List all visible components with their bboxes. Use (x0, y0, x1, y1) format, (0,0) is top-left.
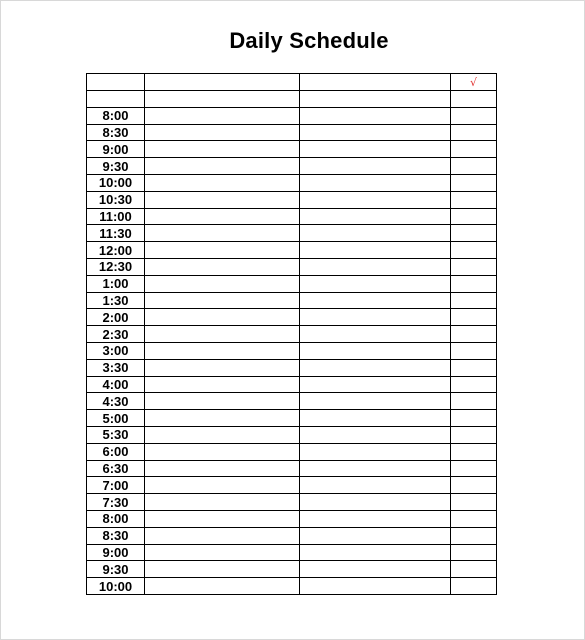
check-cell[interactable] (451, 292, 497, 309)
time-label-cell: 1:00 (87, 275, 145, 292)
check-cell[interactable] (451, 242, 497, 259)
entry-cell-a[interactable] (145, 477, 300, 494)
time-slot-row (87, 443, 497, 460)
check-cell[interactable] (451, 141, 497, 158)
entry-cell-a[interactable] (145, 326, 300, 343)
entry-cell-b[interactable] (300, 292, 451, 309)
check-cell[interactable] (451, 174, 497, 191)
time-label-cell: 1:30 (87, 292, 145, 309)
time-label-cell: 7:00 (87, 477, 145, 494)
time-slot-row (87, 124, 497, 141)
time-slot-row (87, 174, 497, 191)
time-label-cell: 10:00 (87, 174, 145, 191)
entry-cell-b[interactable] (300, 393, 451, 410)
entry-cell-b[interactable] (300, 208, 451, 225)
entry-cell-b[interactable] (300, 544, 451, 561)
time-label-cell: 11:00 (87, 208, 145, 225)
entry-cell-b[interactable] (300, 578, 451, 595)
time-label-cell: 9:30 (87, 561, 145, 578)
entry-cell-b[interactable] (300, 561, 451, 578)
entry-cell-a[interactable] (145, 544, 300, 561)
check-cell[interactable] (451, 225, 497, 242)
check-cell[interactable] (451, 258, 497, 275)
check-cell[interactable] (451, 376, 497, 393)
spacer-cell (87, 91, 145, 108)
check-cell[interactable] (451, 494, 497, 511)
check-cell[interactable] (451, 561, 497, 578)
spacer-cell (145, 91, 300, 108)
time-slot-row (87, 460, 497, 477)
entry-cell-a[interactable] (145, 275, 300, 292)
entry-cell-a[interactable] (145, 460, 300, 477)
entry-cell-a[interactable] (145, 292, 300, 309)
entry-cell-b[interactable] (300, 410, 451, 427)
entry-cell-b[interactable] (300, 124, 451, 141)
check-cell[interactable] (451, 107, 497, 124)
check-cell[interactable] (451, 208, 497, 225)
time-label-cell: 9:30 (87, 158, 145, 175)
entry-cell-a[interactable] (145, 359, 300, 376)
time-slot-row (87, 326, 497, 343)
entry-cell-b[interactable] (300, 225, 451, 242)
check-cell[interactable] (451, 544, 497, 561)
entry-cell-b[interactable] (300, 376, 451, 393)
time-slot-row (87, 258, 497, 275)
entry-cell-b[interactable] (300, 342, 451, 359)
entry-cell-a[interactable] (145, 208, 300, 225)
check-cell[interactable] (451, 326, 497, 343)
time-label-cell: 6:30 (87, 460, 145, 477)
entry-cell-b[interactable] (300, 275, 451, 292)
spacer-cell (451, 91, 497, 108)
entry-cell-b[interactable] (300, 174, 451, 191)
check-heading-cell (451, 74, 497, 91)
entry-cell-a[interactable] (145, 107, 300, 124)
time-slot-row (87, 561, 497, 578)
entry-cell-a[interactable] (145, 309, 300, 326)
entry-cell-a[interactable] (145, 158, 300, 175)
time-label-cell: 2:00 (87, 309, 145, 326)
time-label-cell: 5:00 (87, 410, 145, 427)
time-label-cell: 12:30 (87, 258, 145, 275)
entry-cell-b[interactable] (300, 309, 451, 326)
entry-cell-b[interactable] (300, 359, 451, 376)
entry-cell-b[interactable] (300, 426, 451, 443)
time-label-cell: 3:00 (87, 342, 145, 359)
check-mark-icon: √ (469, 76, 477, 89)
check-cell[interactable] (451, 578, 497, 595)
check-cell[interactable] (451, 527, 497, 544)
entry-cell-b[interactable] (300, 510, 451, 527)
time-label-cell: 8:30 (87, 527, 145, 544)
time-slot-row (87, 510, 497, 527)
time-label-cell: 9:00 (87, 141, 145, 158)
time-label-cell: 4:00 (87, 376, 145, 393)
entry-cell-a[interactable] (145, 443, 300, 460)
check-cell[interactable] (451, 393, 497, 410)
time-slot-row (87, 578, 497, 595)
entry-cell-b[interactable] (300, 242, 451, 259)
time-slot-row (87, 376, 497, 393)
entry-cell-b[interactable] (300, 158, 451, 175)
entry-cell-a[interactable] (145, 258, 300, 275)
time-slot-row (87, 292, 497, 309)
time-label-cell: 8:30 (87, 124, 145, 141)
time-slot-row (87, 107, 497, 124)
time-slot-row (87, 191, 497, 208)
time-label-cell: 10:00 (87, 578, 145, 595)
time-label-cell: 12:00 (87, 242, 145, 259)
entry-cell-a[interactable] (145, 225, 300, 242)
check-cell[interactable] (451, 342, 497, 359)
check-cell[interactable] (451, 275, 497, 292)
entry-cell-b[interactable] (300, 477, 451, 494)
time-label-cell: 11:30 (87, 225, 145, 242)
time-label-cell: 3:30 (87, 359, 145, 376)
entry-cell-a[interactable] (145, 578, 300, 595)
entry-cell-b[interactable] (300, 527, 451, 544)
entry-cell-a[interactable] (145, 242, 300, 259)
entry-cell-b[interactable] (300, 494, 451, 511)
time-slot-row (87, 477, 497, 494)
time-slot-row (87, 275, 497, 292)
page-title: Daily Schedule (229, 28, 389, 53)
schedule-table (86, 73, 497, 595)
entry-cell-a[interactable] (145, 426, 300, 443)
entry-cell-b[interactable] (300, 460, 451, 477)
check-cell[interactable] (451, 510, 497, 527)
time-label-cell: 8:00 (87, 107, 145, 124)
time-label-cell: 9:00 (87, 544, 145, 561)
time-slot-row (87, 544, 497, 561)
time-label-cell: 4:30 (87, 393, 145, 410)
column-a-heading-cell (145, 74, 300, 91)
check-cell[interactable] (451, 191, 497, 208)
entry-cell-b[interactable] (300, 107, 451, 124)
check-cell[interactable] (451, 158, 497, 175)
entry-cell-a[interactable] (145, 527, 300, 544)
spacer-row (87, 91, 497, 108)
entry-cell-a[interactable] (145, 510, 300, 527)
check-cell[interactable] (451, 410, 497, 427)
entry-cell-a[interactable] (145, 410, 300, 427)
check-cell[interactable] (451, 309, 497, 326)
time-slot-row (87, 225, 497, 242)
entry-cell-a[interactable] (145, 494, 300, 511)
entry-cell-b[interactable] (300, 191, 451, 208)
time-slot-row (87, 158, 497, 175)
check-cell[interactable] (451, 460, 497, 477)
time-label-cell: 6:00 (87, 443, 145, 460)
time-label-cell: 10:30 (87, 191, 145, 208)
time-slot-row (87, 494, 497, 511)
time-slot-row (87, 410, 497, 427)
time-slot-row (87, 527, 497, 544)
time-slot-row (87, 309, 497, 326)
check-cell[interactable] (451, 426, 497, 443)
time-slot-row (87, 342, 497, 359)
time-slot-row (87, 141, 497, 158)
entry-cell-a[interactable] (145, 174, 300, 191)
check-cell[interactable] (451, 443, 497, 460)
time-slot-row (87, 393, 497, 410)
time-slot-row (87, 208, 497, 225)
entry-cell-a[interactable] (145, 561, 300, 578)
time-label-cell: 5:30 (87, 426, 145, 443)
check-cell[interactable] (451, 124, 497, 141)
schedule-body (87, 74, 497, 595)
time-heading-cell (87, 74, 145, 91)
time-label-cell: 7:30 (87, 494, 145, 511)
column-b-heading-cell (300, 74, 451, 91)
entry-cell-b[interactable] (300, 443, 451, 460)
entry-cell-a[interactable] (145, 124, 300, 141)
entry-cell-b[interactable] (300, 141, 451, 158)
entry-cell-a[interactable] (145, 191, 300, 208)
entry-cell-b[interactable] (300, 326, 451, 343)
time-label-cell: 8:00 (87, 510, 145, 527)
entry-cell-a[interactable] (145, 376, 300, 393)
time-slot-row (87, 242, 497, 259)
entry-cell-a[interactable] (145, 393, 300, 410)
entry-cell-a[interactable] (145, 141, 300, 158)
time-slot-row (87, 426, 497, 443)
time-label-cell: 2:30 (87, 326, 145, 343)
check-cell[interactable] (451, 477, 497, 494)
entry-cell-b[interactable] (300, 258, 451, 275)
header-row (87, 74, 497, 91)
spacer-cell (300, 91, 451, 108)
time-slot-row (87, 359, 497, 376)
check-cell[interactable] (451, 359, 497, 376)
entry-cell-a[interactable] (145, 342, 300, 359)
